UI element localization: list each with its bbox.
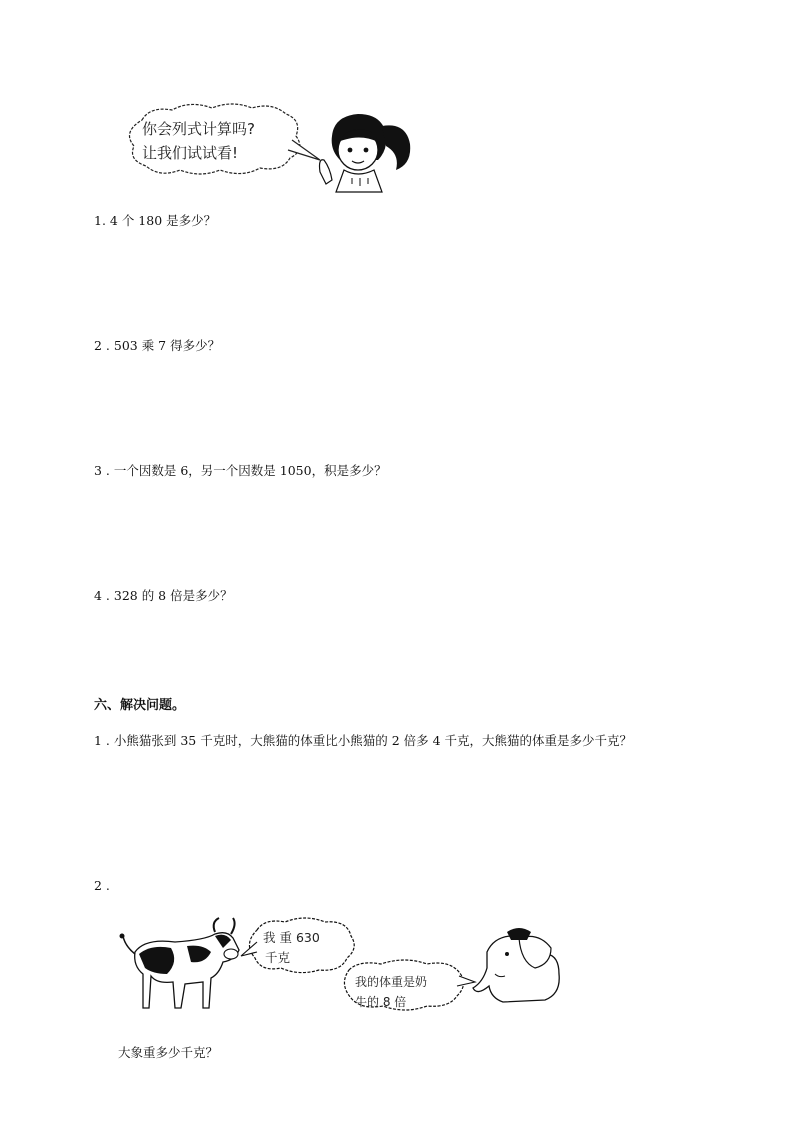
bubble-line-2: 让我们试试看! <box>142 144 239 162</box>
problem-2-question: 大象重多少千克？ <box>118 1045 219 1060</box>
question-4: 4 . 328 的 8 倍是多少？ <box>94 588 233 603</box>
bubble-line-1: 你会列式计算吗? <box>142 120 255 138</box>
cow-bubble-line-2: 千克 <box>265 950 291 965</box>
question-3: 3 . 一个因数是 6，另一个因数是 1050，积是多少？ <box>94 463 387 478</box>
question-1: 1. 4 个 180 是多少？ <box>94 213 217 228</box>
cow-figure <box>120 918 240 1008</box>
elephant-bubble-line-1: 我的体重是奶 <box>355 975 428 989</box>
cow-bubble-line-1: 我 重 630 <box>263 930 320 945</box>
problem-2-number: 2 . <box>94 878 110 893</box>
girl-speech-illustration <box>120 98 420 198</box>
elephant-bubble-line-2: 牛的 8 倍 <box>355 995 407 1009</box>
cow-elephant-illustration <box>115 912 565 1022</box>
section-heading: 六、解决问题。 <box>94 698 186 713</box>
question-2: 2 . 503 乘 7 得多少？ <box>94 338 221 353</box>
problem-1: 1 . 小熊猫张到 35 千克时，大熊猫的体重比小熊猫的 2 倍多 4 千克，大熊猫的体重是多少千克？ <box>94 733 633 748</box>
girl-figure <box>320 114 411 192</box>
elephant-figure <box>473 928 559 1002</box>
speech-bubble-cloud <box>130 104 300 174</box>
